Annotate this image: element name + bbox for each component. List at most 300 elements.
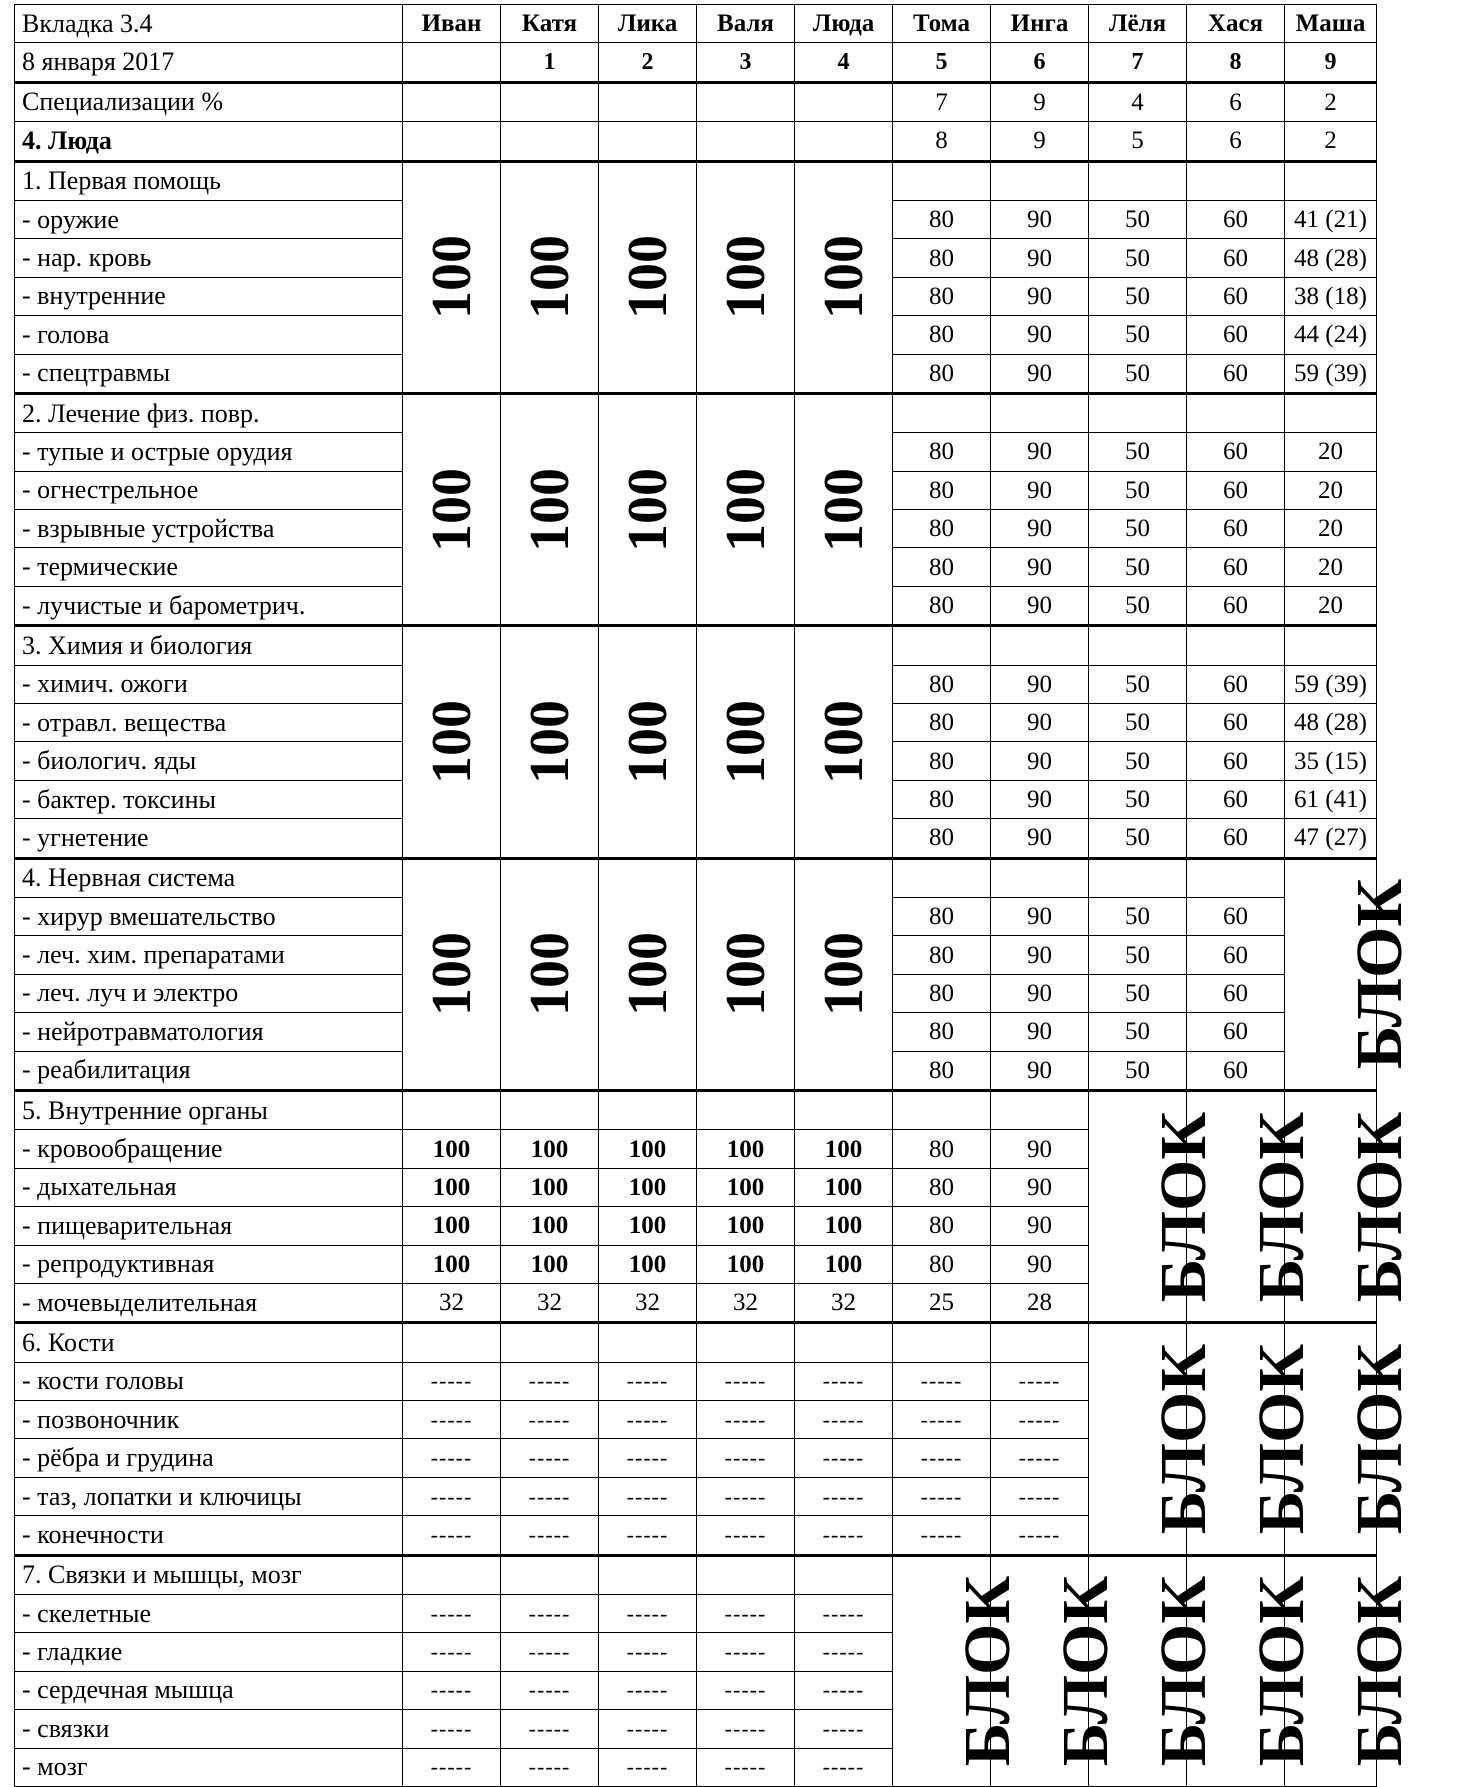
column-number: 8 xyxy=(1187,43,1285,82)
group-title-row xyxy=(15,1090,1377,1129)
value-cell xyxy=(403,82,501,121)
item-label: - таз, лопатки и ключицы xyxy=(15,1477,403,1515)
value-cell: 90 xyxy=(991,780,1089,818)
value-cell: 20 xyxy=(1285,433,1377,471)
dash-cell: ----- xyxy=(599,1710,697,1748)
value-cell: 80 xyxy=(893,433,991,471)
dash-cell: ----- xyxy=(599,1477,697,1515)
item-label: - химич. ожоги xyxy=(15,665,403,703)
dash-cell: ----- xyxy=(697,1477,795,1515)
full-value-text: 100 xyxy=(616,467,679,552)
blok-cell xyxy=(1089,1323,1221,1555)
full-value-cell xyxy=(501,858,599,1090)
value-cell: 100 xyxy=(697,1130,795,1168)
value-cell: 35 (15) xyxy=(1285,742,1377,780)
group-title: 6. Кости xyxy=(15,1323,403,1362)
full-value-cell xyxy=(795,626,893,858)
item-label: - рёбра и грудина xyxy=(15,1439,403,1477)
full-value-text: 100 xyxy=(714,699,777,784)
dash-cell: ----- xyxy=(697,1516,795,1555)
item-label: - леч. луч и электро xyxy=(15,974,403,1012)
group-5 xyxy=(15,1090,1417,1322)
item-label: - биологич. яды xyxy=(15,742,403,780)
group-3 xyxy=(15,626,1377,858)
item-label: - пищеварительная xyxy=(15,1207,403,1245)
dash-cell: ----- xyxy=(599,1439,697,1477)
item-label: - гладкие xyxy=(15,1633,403,1671)
empty-cell xyxy=(599,1323,697,1362)
value-cell: 60 xyxy=(1187,510,1285,548)
full-value-cell xyxy=(697,393,795,625)
value-cell: 50 xyxy=(1089,897,1187,935)
dash-cell: ----- xyxy=(795,1748,893,1786)
column-number: 3 xyxy=(697,43,795,82)
group-title-row xyxy=(15,161,1377,200)
value-cell: 90 xyxy=(991,586,1089,625)
item-label: - мочевыделительная xyxy=(15,1283,403,1322)
dash-cell: ----- xyxy=(599,1362,697,1400)
value-cell xyxy=(795,82,893,121)
value-cell: 4 xyxy=(1089,82,1187,121)
empty-cell xyxy=(1285,626,1377,665)
value-cell: 100 xyxy=(501,1130,599,1168)
value-cell: 80 xyxy=(893,1207,991,1245)
value-cell: 50 xyxy=(1089,1051,1187,1090)
value-cell: 80 xyxy=(893,974,991,1012)
full-value-cell xyxy=(599,626,697,858)
dash-cell: ----- xyxy=(893,1401,991,1439)
value-cell: 90 xyxy=(991,471,1089,509)
item-label: - голова xyxy=(15,316,403,354)
blok-text: БЛОК xyxy=(1343,1111,1417,1302)
value-cell: 60 xyxy=(1187,239,1285,277)
value-cell: 80 xyxy=(893,1013,991,1051)
dash-cell: ----- xyxy=(501,1439,599,1477)
value-cell: 90 xyxy=(991,200,1089,238)
value-cell: 41 (21) xyxy=(1285,200,1377,238)
dash-cell: ----- xyxy=(403,1477,501,1515)
value-cell: 100 xyxy=(599,1168,697,1206)
dash-cell: ----- xyxy=(795,1671,893,1709)
blok-cell xyxy=(991,1555,1123,1786)
value-cell: 90 xyxy=(991,548,1089,586)
column-number xyxy=(403,43,501,82)
dash-cell: ----- xyxy=(501,1633,599,1671)
dash-cell: ----- xyxy=(501,1477,599,1515)
value-cell: 60 xyxy=(1187,277,1285,315)
full-value-text: 100 xyxy=(420,467,483,552)
full-value-text: 100 xyxy=(518,235,581,320)
value-cell: 80 xyxy=(893,239,991,277)
value-cell: 28 xyxy=(991,1283,1089,1322)
full-value-text: 100 xyxy=(812,235,875,320)
value-cell: 90 xyxy=(991,936,1089,974)
group-title: 3. Химия и биология xyxy=(15,626,403,665)
blok-text: БЛОК xyxy=(951,1576,1025,1767)
item-label: - скелетные xyxy=(15,1595,403,1633)
value-cell: 32 xyxy=(697,1283,795,1322)
full-value-cell xyxy=(795,161,893,393)
empty-cell xyxy=(991,1323,1089,1362)
value-cell: 50 xyxy=(1089,354,1187,393)
full-value-text: 100 xyxy=(714,235,777,320)
column-name: Тома xyxy=(893,5,991,43)
full-value-text: 100 xyxy=(518,932,581,1017)
blok-cell xyxy=(1285,1090,1417,1322)
blok-text: БЛОК xyxy=(1147,1576,1221,1767)
value-cell: 100 xyxy=(795,1130,893,1168)
full-value-text: 100 xyxy=(420,699,483,784)
item-label: - тупые и острые орудия xyxy=(15,433,403,471)
value-cell: 100 xyxy=(599,1130,697,1168)
value-cell: 50 xyxy=(1089,936,1187,974)
empty-cell xyxy=(501,1323,599,1362)
dash-cell: ----- xyxy=(501,1401,599,1439)
dash-cell: ----- xyxy=(501,1595,599,1633)
value-cell: 60 xyxy=(1187,897,1285,935)
dash-cell: ----- xyxy=(403,1671,501,1709)
value-cell: 60 xyxy=(1187,780,1285,818)
dash-cell: ----- xyxy=(991,1439,1089,1477)
empty-cell xyxy=(1285,161,1377,200)
full-value-text: 100 xyxy=(812,699,875,784)
group-title-row xyxy=(15,1323,1377,1362)
empty-cell xyxy=(1187,393,1285,432)
group-title-row xyxy=(15,1555,1377,1594)
empty-cell xyxy=(893,1323,991,1362)
dash-cell: ----- xyxy=(501,1362,599,1400)
value-cell: 20 xyxy=(1285,548,1377,586)
item-label: - угнетение xyxy=(15,819,403,858)
value-cell: 50 xyxy=(1089,819,1187,858)
value-cell: 50 xyxy=(1089,200,1187,238)
item-label: - леч. хим. препаратами xyxy=(15,936,403,974)
dash-cell: ----- xyxy=(697,1362,795,1400)
value-cell: 80 xyxy=(893,354,991,393)
value-cell: 80 xyxy=(893,665,991,703)
group-title: 1. Первая помощь xyxy=(15,161,403,200)
empty-cell xyxy=(1089,161,1187,200)
value-cell xyxy=(501,82,599,121)
value-cell: 90 xyxy=(991,1013,1089,1051)
value-cell: 100 xyxy=(795,1245,893,1283)
item-label: - хирур вмешательство xyxy=(15,897,403,935)
value-cell: 100 xyxy=(795,1168,893,1206)
empty-cell xyxy=(697,1323,795,1362)
item-label: - нар. кровь xyxy=(15,239,403,277)
item-label: - связки xyxy=(15,1710,403,1748)
group-title: 2. Лечение физ. повр. xyxy=(15,393,403,432)
empty-cell xyxy=(795,1555,893,1594)
item-label: - позвоночник xyxy=(15,1401,403,1439)
blok-cell xyxy=(1187,1090,1319,1322)
group-title-row xyxy=(15,858,1377,897)
value-cell: 90 xyxy=(991,433,1089,471)
full-value-cell xyxy=(501,393,599,625)
value-cell: 59 (39) xyxy=(1285,354,1377,393)
value-cell xyxy=(599,82,697,121)
value-cell: 60 xyxy=(1187,974,1285,1012)
dash-cell: ----- xyxy=(991,1362,1089,1400)
value-cell: 90 xyxy=(991,742,1089,780)
empty-cell xyxy=(501,1555,599,1594)
dash-cell: ----- xyxy=(599,1633,697,1671)
dash-cell: ----- xyxy=(501,1748,599,1786)
empty-cell xyxy=(991,161,1089,200)
full-value-cell xyxy=(795,393,893,625)
value-cell: 80 xyxy=(893,277,991,315)
value-cell: 50 xyxy=(1089,316,1187,354)
value-cell: 8 xyxy=(893,122,991,161)
full-value-cell xyxy=(403,626,501,858)
column-name: Валя xyxy=(697,5,795,43)
value-cell: 9 xyxy=(991,122,1089,161)
blok-text: БЛОК xyxy=(1245,1111,1319,1302)
blok-text: БЛОК xyxy=(1343,1343,1417,1535)
full-value-text: 100 xyxy=(518,467,581,552)
dash-cell: ----- xyxy=(991,1477,1089,1515)
value-cell: 50 xyxy=(1089,510,1187,548)
value-cell: 100 xyxy=(403,1245,501,1283)
item-label: - отравл. вещества xyxy=(15,704,403,742)
value-cell xyxy=(697,122,795,161)
value-cell: 80 xyxy=(893,548,991,586)
value-cell: 100 xyxy=(795,1207,893,1245)
full-value-cell xyxy=(403,393,501,625)
value-cell: 100 xyxy=(697,1168,795,1206)
blok-cell xyxy=(1089,1555,1221,1786)
header-names-row xyxy=(15,5,1377,43)
blok-cell xyxy=(1187,1323,1319,1555)
dash-cell: ----- xyxy=(795,1362,893,1400)
empty-cell xyxy=(893,393,991,432)
item-label: - сердечная мышца xyxy=(15,1671,403,1709)
dash-cell: ----- xyxy=(403,1362,501,1400)
value-cell: 100 xyxy=(403,1168,501,1206)
group-title: 5. Внутренние органы xyxy=(15,1090,403,1129)
empty-cell xyxy=(403,1323,501,1362)
empty-cell xyxy=(403,1090,501,1129)
value-cell: 50 xyxy=(1089,742,1187,780)
empty-cell xyxy=(893,626,991,665)
blok-cell xyxy=(1285,858,1417,1090)
item-label: - внутренние xyxy=(15,277,403,315)
column-name: Катя xyxy=(501,5,599,43)
value-cell: 100 xyxy=(697,1207,795,1245)
tab-title: Вкладка 3.4 xyxy=(15,5,403,43)
blok-text: БЛОК xyxy=(1245,1576,1319,1767)
dash-cell: ----- xyxy=(403,1516,501,1555)
item-label: - мозг xyxy=(15,1748,403,1786)
value-cell: 9 xyxy=(991,82,1089,121)
column-name: Лика xyxy=(599,5,697,43)
column-number: 1 xyxy=(501,43,599,82)
tab-date: 8 января 2017 xyxy=(15,43,403,82)
dash-cell: ----- xyxy=(403,1633,501,1671)
value-cell: 60 xyxy=(1187,433,1285,471)
value-cell: 5 xyxy=(1089,122,1187,161)
value-cell: 44 (24) xyxy=(1285,316,1377,354)
value-cell: 80 xyxy=(893,316,991,354)
column-name: Лёля xyxy=(1089,5,1187,43)
column-number: 2 xyxy=(599,43,697,82)
value-cell: 32 xyxy=(403,1283,501,1322)
luda-row xyxy=(15,122,1377,161)
value-cell xyxy=(697,82,795,121)
dash-cell: ----- xyxy=(697,1633,795,1671)
empty-cell xyxy=(1187,161,1285,200)
value-cell: 32 xyxy=(599,1283,697,1322)
table-header xyxy=(15,5,1377,83)
value-cell: 100 xyxy=(403,1207,501,1245)
dash-cell: ----- xyxy=(501,1671,599,1709)
value-cell: 100 xyxy=(501,1168,599,1206)
column-name: Хася xyxy=(1187,5,1285,43)
item-label: - спецтравмы xyxy=(15,354,403,393)
value-cell: 50 xyxy=(1089,1013,1187,1051)
empty-cell xyxy=(893,858,991,897)
group-1 xyxy=(15,161,1377,393)
column-name: Люда xyxy=(795,5,893,43)
value-cell: 6 xyxy=(1187,82,1285,121)
value-cell: 60 xyxy=(1187,665,1285,703)
value-cell: 100 xyxy=(501,1207,599,1245)
value-cell: 80 xyxy=(893,200,991,238)
empty-cell xyxy=(991,626,1089,665)
value-cell: 100 xyxy=(599,1207,697,1245)
empty-cell xyxy=(991,393,1089,432)
value-cell: 80 xyxy=(893,704,991,742)
empty-cell xyxy=(1187,626,1285,665)
empty-cell xyxy=(1089,858,1187,897)
blok-cell xyxy=(1285,1555,1417,1786)
value-cell: 47 (27) xyxy=(1285,819,1377,858)
value-cell: 50 xyxy=(1089,239,1187,277)
empty-cell xyxy=(403,1555,501,1594)
value-cell: 50 xyxy=(1089,974,1187,1012)
value-cell: 60 xyxy=(1187,1013,1285,1051)
blok-text: БЛОК xyxy=(1343,1576,1417,1767)
value-cell: 50 xyxy=(1089,704,1187,742)
full-value-text: 100 xyxy=(616,235,679,320)
value-cell: 90 xyxy=(991,819,1089,858)
empty-cell xyxy=(795,1090,893,1129)
value-cell xyxy=(795,122,893,161)
blok-text: БЛОК xyxy=(1147,1343,1221,1535)
value-cell: 90 xyxy=(991,1207,1089,1245)
value-cell: 50 xyxy=(1089,586,1187,625)
value-cell: 32 xyxy=(795,1283,893,1322)
value-cell: 90 xyxy=(991,704,1089,742)
full-value-cell xyxy=(697,161,795,393)
full-value-text: 100 xyxy=(420,235,483,320)
column-number: 9 xyxy=(1285,43,1377,82)
value-cell: 60 xyxy=(1187,936,1285,974)
column-number: 4 xyxy=(795,43,893,82)
value-cell: 90 xyxy=(991,1130,1089,1168)
blok-text: БЛОК xyxy=(1049,1576,1123,1767)
value-cell: 60 xyxy=(1187,586,1285,625)
empty-cell xyxy=(697,1555,795,1594)
empty-cell xyxy=(501,1090,599,1129)
value-cell: 60 xyxy=(1187,742,1285,780)
dash-cell: ----- xyxy=(501,1710,599,1748)
value-cell: 90 xyxy=(991,239,1089,277)
item-label: - репродуктивная xyxy=(15,1245,403,1283)
item-label: - кости головы xyxy=(15,1362,403,1400)
value-cell: 90 xyxy=(991,1245,1089,1283)
dash-cell: ----- xyxy=(893,1516,991,1555)
value-cell xyxy=(501,122,599,161)
dash-cell: ----- xyxy=(893,1362,991,1400)
dash-cell: ----- xyxy=(403,1401,501,1439)
dash-cell: ----- xyxy=(599,1595,697,1633)
value-cell: 60 xyxy=(1187,1051,1285,1090)
column-name: Инга xyxy=(991,5,1089,43)
full-value-cell xyxy=(501,161,599,393)
dash-cell: ----- xyxy=(795,1595,893,1633)
value-cell: 50 xyxy=(1089,665,1187,703)
empty-cell xyxy=(1089,393,1187,432)
full-value-cell xyxy=(403,858,501,1090)
value-cell: 90 xyxy=(991,510,1089,548)
item-label: - взрывные устройства xyxy=(15,510,403,548)
value-cell: 50 xyxy=(1089,548,1187,586)
value-cell xyxy=(403,122,501,161)
group-7 xyxy=(15,1555,1417,1786)
value-cell: 90 xyxy=(991,354,1089,393)
value-cell: 80 xyxy=(893,819,991,858)
value-cell: 20 xyxy=(1285,471,1377,509)
empty-cell xyxy=(795,1323,893,1362)
value-cell: 59 (39) xyxy=(1285,665,1377,703)
value-cell: 90 xyxy=(991,277,1089,315)
item-label: - огнестрельное xyxy=(15,471,403,509)
value-cell: 60 xyxy=(1187,354,1285,393)
dash-cell: ----- xyxy=(403,1595,501,1633)
dash-cell: ----- xyxy=(599,1748,697,1786)
value-cell: 50 xyxy=(1089,277,1187,315)
item-label: - конечности xyxy=(15,1516,403,1555)
dash-cell: ----- xyxy=(403,1710,501,1748)
empty-cell xyxy=(1187,858,1285,897)
full-value-cell xyxy=(599,858,697,1090)
full-value-text: 100 xyxy=(616,932,679,1017)
column-number: 5 xyxy=(893,43,991,82)
value-cell: 25 xyxy=(893,1283,991,1322)
item-label: - реабилитация xyxy=(15,1051,403,1090)
dash-cell: ----- xyxy=(795,1516,893,1555)
dash-cell: ----- xyxy=(697,1671,795,1709)
full-value-text: 100 xyxy=(812,932,875,1017)
value-cell: 100 xyxy=(403,1130,501,1168)
item-label: - кровообращение xyxy=(15,1130,403,1168)
value-cell: 90 xyxy=(991,1168,1089,1206)
full-value-cell xyxy=(599,161,697,393)
value-cell: 80 xyxy=(893,780,991,818)
value-cell: 80 xyxy=(893,1245,991,1283)
value-cell: 7 xyxy=(893,82,991,121)
value-cell: 90 xyxy=(991,665,1089,703)
value-cell: 50 xyxy=(1089,433,1187,471)
group-title-row xyxy=(15,393,1377,432)
value-cell: 60 xyxy=(1187,200,1285,238)
specialization-section xyxy=(15,82,1377,161)
dash-cell: ----- xyxy=(991,1516,1089,1555)
value-cell: 100 xyxy=(697,1245,795,1283)
dash-cell: ----- xyxy=(697,1401,795,1439)
specialization-table xyxy=(14,4,1417,1787)
